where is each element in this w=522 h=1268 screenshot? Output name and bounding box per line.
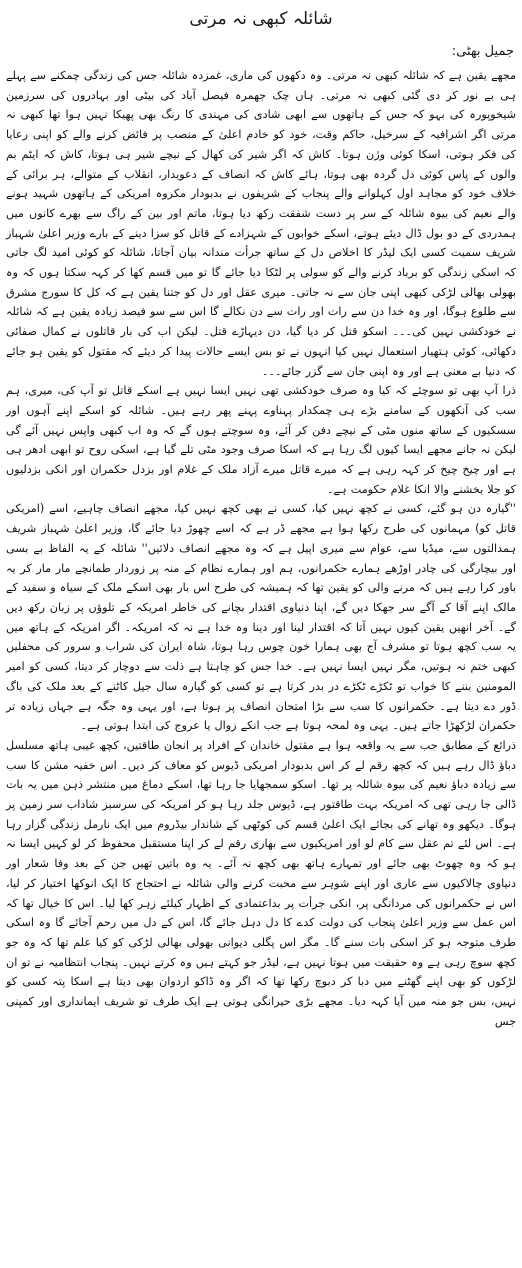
article-paragraph: ''گیارہ دن ہو گئے، کسی نے کچھ نہیں کیا، کسی نے بھی کچھ نہیں کیا، مجھے انصاف چاہیے، اسے (امریکی قاتل کو) مہمانوں کی طرح رکھا ہوا ہے مجھے ڈر ہے کہ اسے چھوڑ دیا جائے گا، وزیر اعلیٰ شہباز شریف ہمدالتوں سے، میڈیا سے، عوام سے میری اپیل ہے کہ وہ مجھے انصاف دلائیں'' شائلہ کے یہ الفاظ بے بسی اور بیچارگی کی چادر اوڑھے ہمارے حکمرانوں، ہم اور ہمارے نظام کے منہ پر زوردار طمانچے مار مار کر یہ باور کرا رہے ہیں کہ مرنے والی کو یقین تھا کہ ہمیشہ کی طرح اس بار بھی اسکے ملک کے سیاہ و سفید کے مالک اپنے آقا کے آگے سر جھکا دیں گے، اپنا دنیاوی اقتدار بچانے کی خاطر امریکہ کے تلوؤں پر زبان رکھ دیں گے۔ آخر انھیں یقین کیوں نہیں آتا کہ اقتدار لینا اور دینا وہ خدا ہے نہ کہ امریکہ۔ اگر امریکہ کے ہاتھ میں یہ سب کچھ ہوتا تو مشرف آج بھی ہمارا خون چوس رہا ہوتا، شاہ ایران کی شراب و سرور کی محفلیں کبھی ختم نہ ہوتیں، مگر نہیں ایسا نہیں ہے۔ خدا جس کو چاہتا ہے ذلت سے دوچار کر دیتا، کسی کو امیر المومنین بننے کا خواب تو ٹکڑے ٹکڑے در بدر کرتا ہے تو کسی کو گیارہ سال جیل کاٹنے کے بعد ملک کی باگ ڈور دے دیتا ہے۔ حکمرانوں کا سب سے بڑا امتحان انصاف پر ہوتا ہے، اور یہی وہ جگہ ہے جہاں زیادہ تر حکمران لڑکھڑا جاتے ہیں۔ یہی وہ لمحہ ہوتا ہے جب انکے زوال یا عروج کی ابتدا ہوتی ہے۔ <box>6 502 516 733</box>
article-paragraph: ذرائع کے مطابق جب سے یہ واقعہ ہوا ہے مقتول خاندان کے افراد پر انجان طاقتیں، کچھ غیبی ہاتھ مسلسل دباؤ ڈال رہے ہیں کہ کچھ رقم لے کر اس بدبودار امریکی ڈیوس کو معاف کر دیں۔ اس خفیہ مشن کا سب سے زیادہ دباؤ نعیم کی بیوہ شائلہ پر تھا۔ اسکو سمجھایا جا رہا تھا، اسکے دماغ میں منتشر ذہن میں یہ بات ڈالی جا رہی تھی کہ امریکہ بہت طاقتور ہے، ڈیوس جلد رہا ہو کر امریکہ کی سرسبز شاداب سر زمین پر ہوگا۔ دیکھو وہ تھانے کی بجائے ایک اعلیٰ قسم کی کوٹھی کے شاندار بیڈروم میں ایک نارمل زندگی گزار رہا ہے۔ اس لئے تم عقل سے کام لو اور امریکیوں سے بھاری رقم لے کر اپنا مستقبل محفوظ کر لو کہیں ایسا نہ ہو کہ وہ چھوٹ بھی جائے اور تمہارے ہاتھ بھی کچھ نہ آئے۔ یہ وہ باتیں تھیں جن کے بعد وفا شعار اور دنیاوی چالاکیوں سے عاری اور اپنے شوہر سے محبت کرنے والی شائلہ نے احتجاج کا ایک انوکھا اختیار کر لیا، اس نے حکمرانوں کی مردانگی پر، انکی جرأت پر بداعتمادی کے اظہار کیلئے زہر کھا لیا۔ اس کا خیال تھا کہ اس عمل سے وزیر اعلیٰ پنجاب کی دولت کدے کا دل دہل جائے گا، اس کے دل میں رحم آجائے گا وہ اسکی طرف متوجہ ہو کر اسکی بات سنے گا۔ مگر اس پگلی دیوانی بھولی بھالی لڑکی کو کیا علم تھا کہ وہ جو کچھ سوچ رہی ہے وہ حقیقت میں ہوتا نہیں ہے، لیڈر جو کہتے ہیں وہ کرتے نہیں۔ پنجاب انتظامیہ نے تو ان لڑکوں کو بھی اپنے گھٹنے میں دبا کر دبوچ رکھا تھا کہ اگر وہ ڈاکو اردوان بھی دیتا ہے اسکا پتہ کسی کو نہیں، بس جو منہ میں آیا کہہ دیا۔ مجھے بڑی حیرانگی ہوتی ہے ایک طرف تو شریف ایمانداری اور کمپنی جس <box>6 738 516 1028</box>
article-title: شائلہ کبھی نہ مرتی <box>189 9 333 29</box>
author-byline: جمیل بھٹی: <box>451 44 514 59</box>
article-paragraph: ذرا آپ بھی تو سوچئے کہ کیا وہ صرف خودکشی تھی نہیں ایسا نہیں ہے اسکے قاتل تو آپ کی، میری، ہم سب کی آنکھوں کے سامنے بڑے ہی چمکدار پہناوے پہنے پھر رہے ہیں۔ شائلہ کو اسکے اپنے آہوں اور سسکیوں کے ساتھ منوں مٹی کے نیچے دفن کر آئے، وہ سوچتے ہوں گے کہ وہ اب کبھی واپس نہیں آئے گی لیکن نہ جانے مجھے ایسا کیوں لگ رہا ہے کہ اسکا صرف وجود مٹی تلے گیا ہے، اسکی روح تو ابھی ادھر ہی ہے اور چیخ چیخ کر کہہ رہی ہے کہ میرے قاتل میرے آزاد ملک کے غلام اور بزدل حکمران اور انکی بزدلیوں کو جلا بخشنے والا انکا غلام حکومت ہے۔ <box>6 384 516 496</box>
article-body <box>6 66 516 1031</box>
article-paragraph: مجھے یقین ہے کہ شائلہ کبھی نہ مرتی۔ وہ دکھوں کی ماری، غمزدہ شائلہ جس کی زندگی چمکنے سے پہلے ہی بے نور کر دی گئی کبھی نہ مرتی۔ ہاں چک جھمرہ فیصل آباد کی بیٹی اور بہادروں کی سرزمین شیخوپورہ کی بہو کہ جس کے ہاتھوں سے ابھی شادی کی مہندی کا رنگ بھی پھیکا نہیں ہوا تھا کبھی نہ مرتی اگر اشرافیہ کے سرخیل، حاکم وقت، خود کو خادم اعلیٰ کے منصب پر فائض کرنے والے کو اپنی رعایا کی فکر ہوتی، اسکا کوئی وژن ہوتا۔ کاش کہ اگر شیر کی کھال کے نیچے شیر ہی ہوتا، کاش کہ ایٹم بم والوں کے پاس کوئی دل گردہ بھی ہوتا، ہائے کاش کہ انصاف کے دعویدار، انقلاب کے متوالے، ہر برائی کے خلاف خود کو مجاہد اول کہلوانے والے پنجاب کے شریفوں نے بدبودار مکروہ امریکی کے ہاتھوں شہید ہونے والے نعیم کی بیوہ شائلہ کے سر پر دست شفقت رکھ دیا ہوتا، ماتم اور بین کے راگ سے بھرے کانوں میں ہمدردی کے دو بول ڈال دیئے ہوتے، اسکے خوابوں کے شہزادے کے قاتل کو سزا دینے کے بارے وزیر اعلیٰ شہباز شریف سمیت کسی ایک لیڈر کا اخلاص دل کے ساتھ جرأت مندانہ بیان آجاتا، شائلہ کو کوئی امید لگ جاتی کہ اسکی زندگی کو برباد کرنے والے کو سولی پر لٹکا دیا جائے گا تو میں قسم کھا کر کہہ سکتا ہوں کہ وہ بھولی بھالی لڑکی کبھی اپنی جان سے نہ جاتی۔ میری عقل اور دل کو جتنا یقین ہے کہ کل کا سورج مشرق سے طلوع ہوگا، اور وہ خدا دن سے رات اور رات سے دن نکالے گا اس سے سو فیصد زیادہ یقین ہے کہ شائلہ نے خودکشی نہیں کی۔۔۔ اسکو قتل کر دیا گیا، دن دیہاڑے قتل۔ لیکن اب کی بار قاتلوں نے کمال صفائی دکھائی، کوئی ہتھیار استعمال نہیں کیا انہوں نے تو بس ایسے حالات پیدا کر دیئے کہ مقتول کو یقین ہو جائے کہ دنیا بے معنی ہے اور وہ اپنی جان سے گزر جائے۔۔۔ <box>6 69 516 378</box>
